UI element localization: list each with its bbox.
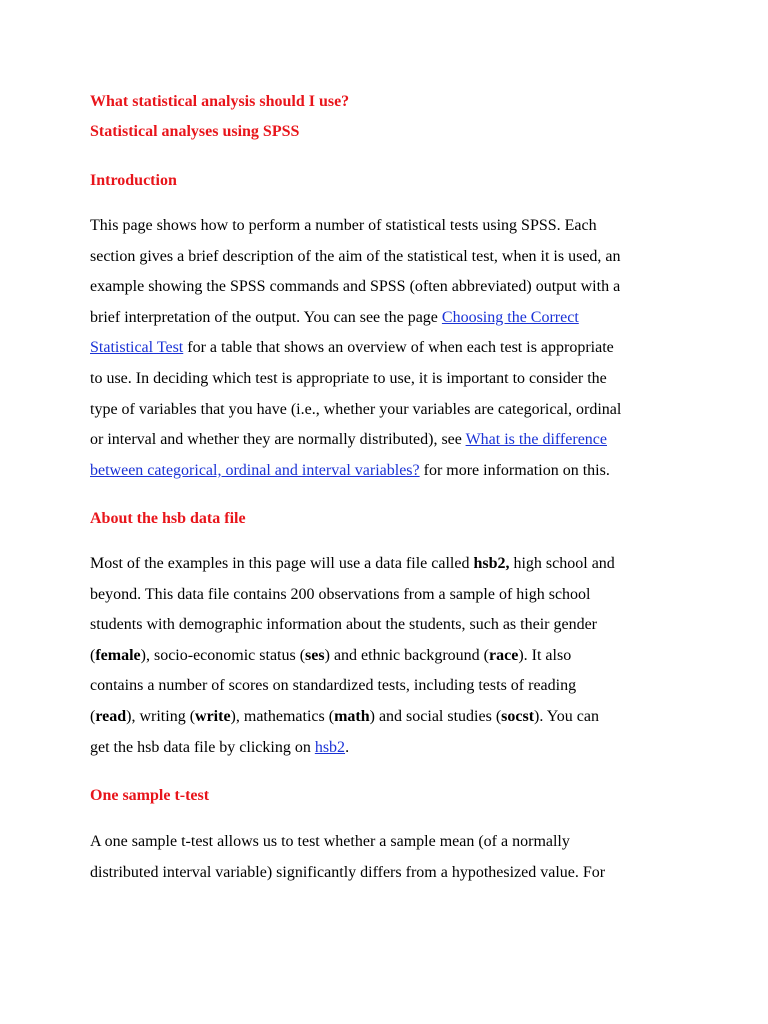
one-sample-t-test-heading: One sample t-test <box>90 787 210 804</box>
choosing-correct-test-link[interactable]: Choosing the Correct <box>441 308 579 326</box>
text-fragment: brief interpretation of the output. You can see the page <box>90 308 442 326</box>
text-fragment: . <box>345 738 350 756</box>
hsb2-download-link[interactable]: hsb2 <box>314 738 346 756</box>
text-fragment: ( <box>90 646 96 664</box>
variable-ses: ses <box>305 646 325 664</box>
text-line: to use. In deciding which test is appropriate to use, it is important to consider the <box>90 369 607 387</box>
text-fragment: ), socio-economic status ( <box>140 646 306 664</box>
page-subtitle: Statistical analyses using SPSS <box>90 123 300 140</box>
text-fragment: ( <box>90 707 96 725</box>
text-fragment: for a table that shows an overview of when each test is appropriate <box>183 339 614 357</box>
text-fragment: ), mathematics ( <box>230 707 335 725</box>
text-line <box>90 702 690 733</box>
text-line: A one sample t-test allows us to test whether a sample mean (of a normally <box>90 833 570 850</box>
variable-write: write <box>195 707 231 725</box>
text-line: beyond. This data file contains 200 observations from a sample of high school <box>90 585 591 603</box>
hsb-paragraph <box>90 549 690 763</box>
variable-types-link[interactable]: What is the difference <box>465 431 607 449</box>
variable-socst: socst <box>501 707 535 725</box>
text-fragment: or interval and whether they are normally distributed), see <box>90 431 466 449</box>
page-title: What statistical analysis should I use? <box>90 93 350 110</box>
text-fragment: high school and <box>509 555 615 572</box>
text-fragment: ). It also <box>518 646 572 664</box>
variable-female: female <box>95 646 141 664</box>
text-fragment: ). You can <box>534 707 599 725</box>
text-fragment: ) and social studies ( <box>369 707 502 725</box>
choosing-correct-test-link-continued[interactable]: Statistical Test <box>90 339 184 357</box>
introduction-paragraph <box>90 211 690 486</box>
text-line: type of variables that you have (i.e., whether your variables are categorical, ordinal <box>90 400 622 418</box>
text-fragment: Most of the examples in this page will use a data file called <box>90 555 474 572</box>
text-line <box>90 303 690 334</box>
hsb-data-file-heading: About the hsb data file <box>90 510 246 527</box>
text-line: example showing the SPSS commands and SPSS (often abbreviated) output with a <box>90 278 621 296</box>
text-line <box>90 641 690 672</box>
variable-types-link-continued[interactable]: between categorical, ordinal and interval variables? <box>90 461 420 479</box>
text-fragment: for more information on this. <box>419 461 610 479</box>
text-line: This page shows how to perform a number of statistical tests using SPSS. Each <box>90 217 597 234</box>
text-line: section gives a brief description of the aim of the statistical test, when it is used, an <box>90 247 621 265</box>
text-line <box>90 549 690 580</box>
text-fragment: get the hsb data file by clicking on <box>90 738 315 756</box>
text-fragment: ), writing ( <box>126 707 196 725</box>
text-line <box>90 333 690 364</box>
one-sample-t-test-paragraph <box>90 827 690 888</box>
text-line <box>90 425 690 456</box>
text-line <box>90 456 690 487</box>
introduction-heading: Introduction <box>90 172 177 189</box>
variable-math: math <box>334 707 370 725</box>
text-line: students with demographic information about the students, such as their gender <box>90 616 597 634</box>
dataset-name: hsb2, <box>473 555 510 572</box>
text-line: distributed interval variable) significantly differs from a hypothesized value. For <box>90 863 606 881</box>
variable-race: race <box>489 646 519 664</box>
text-line: contains a number of scores on standardized tests, including tests of reading <box>90 677 577 695</box>
text-fragment: ) and ethnic background ( <box>324 646 489 664</box>
variable-read: read <box>95 707 127 725</box>
text-line <box>90 733 690 764</box>
